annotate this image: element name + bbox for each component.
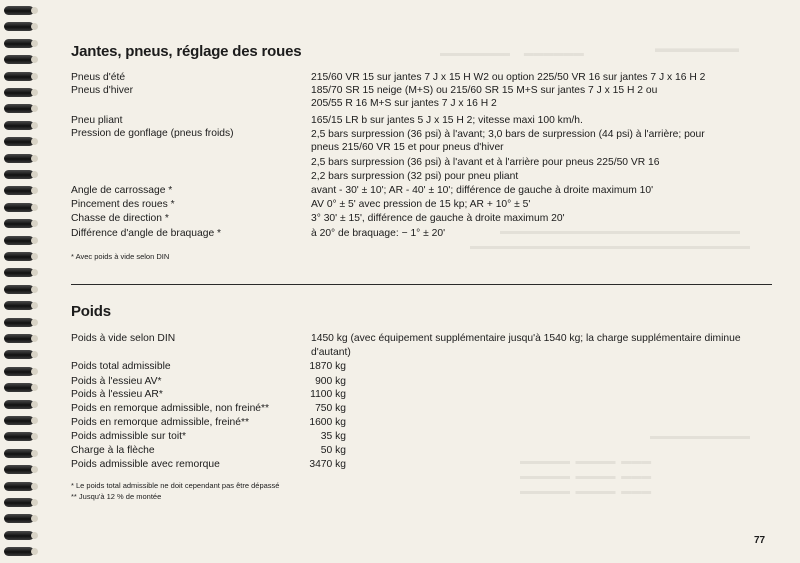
spec-value: pneus 215/60 VR 15 et pour pneus d'hiver: [311, 142, 504, 153]
binding-ring: [4, 170, 34, 179]
spec-label: Poids à l'essieu AR*: [71, 389, 163, 400]
spec-value: 35 kg: [320, 431, 346, 442]
section-divider: [71, 284, 772, 285]
binding-ring: [4, 301, 34, 310]
binding-ring: [4, 236, 34, 245]
spec-value: d'autant): [311, 347, 351, 358]
spec-value: 205/55 R 16 M+S sur jantes 7 J x 16 H 2: [311, 98, 497, 109]
binding-ring: [4, 432, 34, 441]
section-title-wheels: Jantes, pneus, réglage des roues: [71, 43, 302, 60]
binding-ring: [4, 350, 34, 359]
binding-ring: [4, 252, 34, 261]
binding-ring: [4, 416, 34, 425]
binding-ring: [4, 72, 34, 81]
spec-label: Pneus d'hiver: [71, 85, 134, 96]
spec-label: Poids en remorque admissible, non freiné**: [71, 403, 270, 414]
footnote: * Avec poids à vide selon DIN: [71, 252, 170, 261]
spec-value: 1870 kg: [309, 361, 346, 372]
spec-label: Poids en remorque admissible, freiné**: [71, 417, 249, 428]
page-number: 77: [754, 535, 766, 546]
spec-value: 50 kg: [320, 445, 346, 456]
spec-label: Pincement des roues *: [71, 199, 175, 210]
binding-ring: [4, 383, 34, 392]
binding-ring: [4, 154, 34, 163]
spec-value: 2,5 bars surpression (36 psi) à l'avant; 3,0 bars de surpression (44 psi) à l'arrière; pour: [311, 129, 705, 140]
spec-value: 165/15 LR b sur jantes 5 J x 15 H 2; vitesse maxi 100 km/h.: [311, 115, 583, 126]
manual-page: ▬▬▬▬▬▬▬ ▬▬▬▬▬▬▬ ▬▬▬▬▬▬ ▬▬▬▬▬▬▬▬▬▬▬▬▬▬▬▬▬▬▬▬▬▬▬▬ ▬▬▬▬▬▬▬▬▬▬▬▬▬▬▬▬▬▬▬▬▬▬▬▬▬▬▬▬ ▬▬▬▬▬▬▬▬▬▬ ▬▬▬▬▬ ▬▬▬▬ ▬▬▬ ▬▬▬▬▬ ▬▬▬▬ ▬▬▬ ▬▬▬▬▬ ▬▬▬▬ ▬▬▬ Jantes, pneus, réglage des roues Pneus d'été 215/60 VR 15 sur jantes 7 J x 15 H W2 ou option 225/50 VR 16 sur jantes 7 J x 16 H 2 Pneus d'hiver 185/70 SR 15 neige (M+S) ou 215/60 SR 15 M+S sur jantes 7 J x 15 H 2 ou 205/55 R 16 M+S sur jantes 7 J x 16 H 2 Pneu pliant 165/15 LR b sur jantes 5 J x 15 H 2; vitesse maxi 100 km/h. Pression de gonflage (pneus froids) 2,5 bars surpression (36 psi) à l'avant; 3,0 bars de surpression (44 psi) à l'arrière; pour pneus 215/60 VR 15 et pour pneus d'hiver 2,5 bars surpression (36 psi) à l'avant et à l'arrière pour pneus 225/50 VR 16 2,2 bars surpression (32 psi) pour pneu pliant Angle de carrossage * avant - 30' ± 10'; AR - 40' ± 10'; différence de gauche à droite maximum 10' Pincement des roues * AV 0° ± 5' avec pression de 15 kp; AR + 10° ± 5' Chasse de direction * 3° 30' ± 15', différence de gauche à droite maximum 20' Différence d'angle de braquage * à 20° de braquage: − 1° ± 20' * Avec poids à vide selon DIN Poids Poids à vide selon DIN 1450 kg (avec équipement supplémentaire jusqu'à 1540 kg; la charge supplémentaire diminue d'autant) Poids total admissible 1870 kg Poids à l'essieu AV* 900 kg Poids à l'essieu AR* 1100 kg Poids en remorque admissible, non freiné** 750 kg Poids en remorque admissible, freiné** 1600 kg Poids admissible sur toit* 35 kg Charge à la flèche 50 kg Poids admissible avec remorque 3470 kg * Le poids total admissible ne doit cependant pas être dépassé ** Jusqu'à 12 % de montée 77: [0, 0, 800, 563]
binding-ring: [4, 6, 34, 15]
spec-value: 3470 kg: [309, 459, 346, 470]
binding-ring: [4, 367, 34, 376]
spec-value: 1450 kg (avec équipement supplémentaire jusqu'à 1540 kg; la charge supplémentaire diminue: [311, 333, 741, 344]
spec-label: Poids à l'essieu AV*: [71, 376, 162, 387]
spec-label: Poids à vide selon DIN: [71, 333, 176, 344]
spec-value: 2,5 bars surpression (36 psi) à l'avant et à l'arrière pour pneus 225/50 VR 16: [311, 157, 660, 168]
binding-ring: [4, 334, 34, 343]
spec-label: Pression de gonflage (pneus froids): [71, 128, 234, 139]
spec-value: 750 kg: [315, 403, 346, 414]
binding-ring: [4, 498, 34, 507]
binding-ring: [4, 547, 34, 556]
binding-ring: [4, 465, 34, 474]
spec-label: Poids total admissible: [71, 361, 171, 372]
binding-ring: [4, 318, 34, 327]
spec-label: Pneu pliant: [71, 115, 123, 126]
binding-ring: [4, 482, 34, 491]
spec-label: Poids admissible avec remorque: [71, 459, 220, 470]
binding-ring: [4, 285, 34, 294]
spec-value: 215/60 VR 15 sur jantes 7 J x 15 H W2 ou option 225/50 VR 16 sur jantes 7 J x 16 H 2: [311, 72, 706, 83]
spec-label: Chasse de direction *: [71, 213, 169, 224]
binding-ring: [4, 531, 34, 540]
binding-ring: [4, 88, 34, 97]
spec-label: Angle de carrossage *: [71, 185, 173, 196]
binding-ring: [4, 22, 34, 31]
spec-value: avant - 30' ± 10'; AR - 40' ± 10'; différence de gauche à droite maximum 10': [311, 185, 654, 196]
binding-ring: [4, 219, 34, 228]
spec-value: 185/70 SR 15 neige (M+S) ou 215/60 SR 15 M+S sur jantes 7 J x 15 H 2 ou: [311, 85, 658, 96]
spec-label: Poids admissible sur toit*: [71, 431, 187, 442]
binding-ring: [4, 39, 34, 48]
spec-value: à 20° de braquage: − 1° ± 20': [311, 228, 446, 239]
binding-ring: [4, 104, 34, 113]
section-title-weights: Poids: [71, 303, 111, 320]
binding-ring: [4, 203, 34, 212]
footnote: ** Jusqu'à 12 % de montée: [71, 492, 162, 501]
spec-value: 1100 kg: [310, 389, 346, 400]
spec-value: AV 0° ± 5' avec pression de 15 kp; AR + 10° ± 5': [311, 199, 531, 210]
binding-ring: [4, 121, 34, 130]
spec-label: Charge à la flèche: [71, 445, 155, 456]
binding-ring: [4, 514, 34, 523]
spec-value: 2,2 bars surpression (32 psi) pour pneu pliant: [311, 171, 519, 182]
binding-ring: [4, 137, 34, 146]
binding-ring: [4, 186, 34, 195]
spec-value: 900 kg: [315, 376, 346, 387]
binding-ring: [4, 55, 34, 64]
spec-label: Différence d'angle de braquage *: [71, 228, 222, 239]
binding-ring: [4, 268, 34, 277]
spec-label: Pneus d'été: [71, 72, 126, 83]
spec-value: 1600 kg: [309, 417, 346, 428]
spec-value: 3° 30' ± 15', différence de gauche à droite maximum 20': [311, 213, 565, 224]
footnote: * Le poids total admissible ne doit cependant pas être dépassé: [71, 481, 280, 490]
binding-ring: [4, 449, 34, 458]
binding-ring: [4, 400, 34, 409]
spiral-binding: [0, 0, 36, 563]
